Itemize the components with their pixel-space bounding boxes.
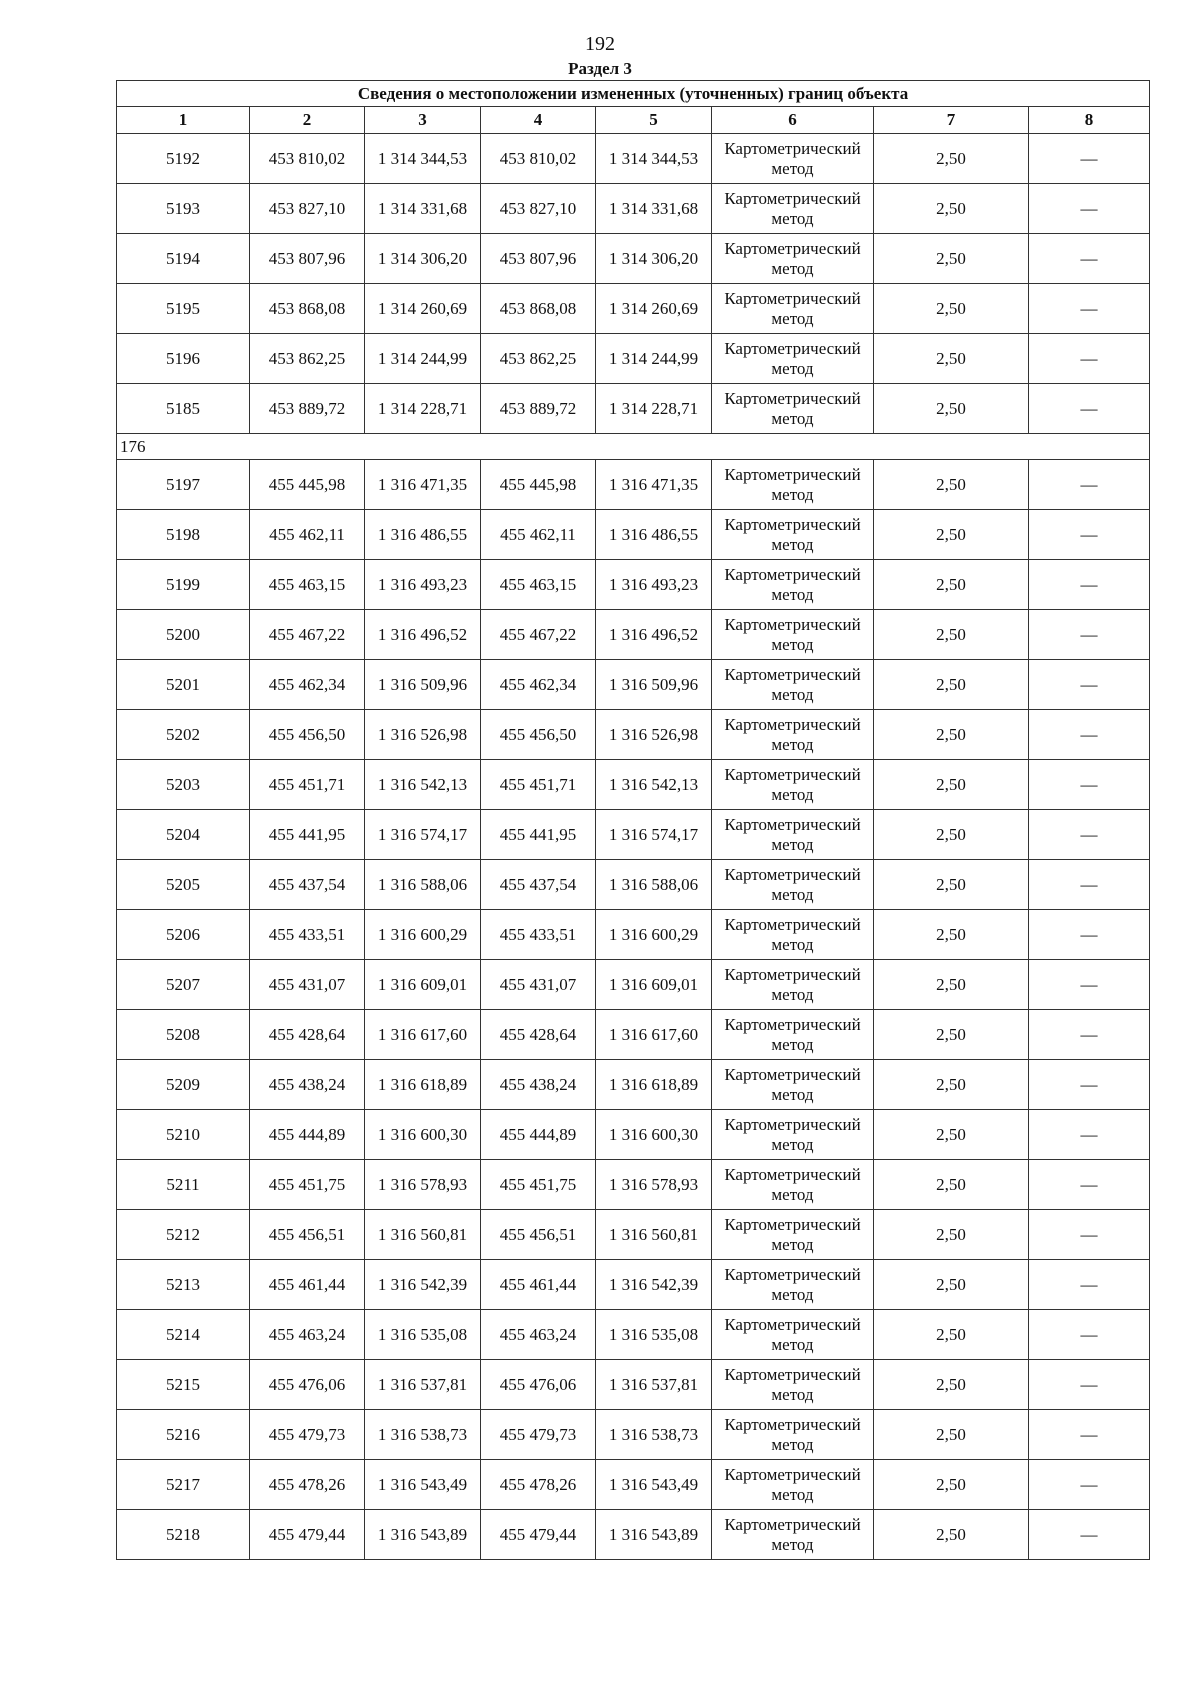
table-caption: Сведения о местоположении измененных (уточненных) границ объекта (117, 81, 1150, 107)
method-cell: Картометрический метод (712, 134, 874, 184)
description-cell: — (1029, 760, 1150, 810)
x-new-cell: 455 428,64 (481, 1010, 596, 1060)
method-cell: Картометрический метод (712, 284, 874, 334)
accuracy-cell: 2,50 (874, 1160, 1029, 1210)
y-new-cell: 1 314 344,53 (596, 134, 712, 184)
description-cell: — (1029, 184, 1150, 234)
y-existing-cell: 1 316 486,55 (365, 510, 481, 560)
accuracy-cell: 2,50 (874, 1510, 1029, 1560)
description-cell: — (1029, 610, 1150, 660)
accuracy-cell: 2,50 (874, 384, 1029, 434)
table-row (117, 710, 1150, 760)
x-existing-cell: 455 441,95 (250, 810, 365, 860)
point-number-cell: 5212 (117, 1210, 250, 1260)
x-existing-cell: 455 445,98 (250, 460, 365, 510)
y-new-cell: 1 316 560,81 (596, 1210, 712, 1260)
table-row (117, 1360, 1150, 1410)
y-existing-cell: 1 314 260,69 (365, 284, 481, 334)
column-number: 3 (365, 107, 481, 134)
y-existing-cell: 1 316 542,39 (365, 1260, 481, 1310)
y-new-cell: 1 316 526,98 (596, 710, 712, 760)
y-existing-cell: 1 314 244,99 (365, 334, 481, 384)
x-new-cell: 455 463,15 (481, 560, 596, 610)
x-new-cell: 455 478,26 (481, 1460, 596, 1510)
column-number: 7 (874, 107, 1029, 134)
point-number-cell: 5216 (117, 1410, 250, 1460)
table-row (117, 234, 1150, 284)
point-number-cell: 5200 (117, 610, 250, 660)
accuracy-cell: 2,50 (874, 1060, 1029, 1110)
x-new-cell: 455 461,44 (481, 1260, 596, 1310)
accuracy-cell: 2,50 (874, 1360, 1029, 1410)
column-number: 5 (596, 107, 712, 134)
description-cell: — (1029, 1410, 1150, 1460)
x-new-cell: 455 433,51 (481, 910, 596, 960)
x-new-cell: 455 456,50 (481, 710, 596, 760)
description-cell: — (1029, 1360, 1150, 1410)
y-new-cell: 1 316 618,89 (596, 1060, 712, 1110)
x-existing-cell: 455 456,50 (250, 710, 365, 760)
y-existing-cell: 1 314 331,68 (365, 184, 481, 234)
point-number-cell: 5210 (117, 1110, 250, 1160)
point-number-cell: 5211 (117, 1160, 250, 1210)
description-cell: — (1029, 384, 1150, 434)
y-existing-cell: 1 316 560,81 (365, 1210, 481, 1260)
table-row (117, 810, 1150, 860)
y-new-cell: 1 314 228,71 (596, 384, 712, 434)
accuracy-cell: 2,50 (874, 560, 1029, 610)
column-number: 4 (481, 107, 596, 134)
x-new-cell: 453 862,25 (481, 334, 596, 384)
x-existing-cell: 455 467,22 (250, 610, 365, 660)
y-new-cell: 1 316 538,73 (596, 1410, 712, 1460)
table-row (117, 460, 1150, 510)
x-existing-cell: 455 478,26 (250, 1460, 365, 1510)
table-row (117, 1060, 1150, 1110)
method-cell: Картометрический метод (712, 1260, 874, 1310)
y-existing-cell: 1 316 609,01 (365, 960, 481, 1010)
table-row (117, 1310, 1150, 1360)
table-row (117, 134, 1150, 184)
table-row (117, 860, 1150, 910)
x-existing-cell: 455 463,24 (250, 1310, 365, 1360)
y-new-cell: 1 316 509,96 (596, 660, 712, 710)
accuracy-cell: 2,50 (874, 284, 1029, 334)
table-row (117, 334, 1150, 384)
point-number-cell: 5198 (117, 510, 250, 560)
accuracy-cell: 2,50 (874, 1260, 1029, 1310)
description-cell: — (1029, 334, 1150, 384)
point-number-cell: 5206 (117, 910, 250, 960)
x-new-cell: 455 479,73 (481, 1410, 596, 1460)
x-existing-cell: 453 862,25 (250, 334, 365, 384)
accuracy-cell: 2,50 (874, 1310, 1029, 1360)
point-number-cell: 5209 (117, 1060, 250, 1110)
x-existing-cell: 455 437,54 (250, 860, 365, 910)
table-row (117, 610, 1150, 660)
table-row (117, 560, 1150, 610)
y-new-cell: 1 316 543,49 (596, 1460, 712, 1510)
accuracy-cell: 2,50 (874, 860, 1029, 910)
table-row (117, 384, 1150, 434)
x-new-cell: 455 438,24 (481, 1060, 596, 1110)
x-existing-cell: 455 431,07 (250, 960, 365, 1010)
y-existing-cell: 1 316 578,93 (365, 1160, 481, 1210)
x-existing-cell: 455 456,51 (250, 1210, 365, 1260)
method-cell: Картометрический метод (712, 460, 874, 510)
method-cell: Картометрический метод (712, 1160, 874, 1210)
description-cell: — (1029, 560, 1150, 610)
y-existing-cell: 1 316 537,81 (365, 1360, 481, 1410)
point-number-cell: 5213 (117, 1260, 250, 1310)
table-row (117, 910, 1150, 960)
y-existing-cell: 1 314 344,53 (365, 134, 481, 184)
accuracy-cell: 2,50 (874, 1410, 1029, 1460)
description-cell: — (1029, 284, 1150, 334)
x-existing-cell: 455 451,75 (250, 1160, 365, 1210)
description-cell: — (1029, 1010, 1150, 1060)
table-row (117, 760, 1150, 810)
description-cell: — (1029, 910, 1150, 960)
contour-group-row (117, 434, 1150, 460)
y-existing-cell: 1 316 496,52 (365, 610, 481, 660)
method-cell: Картометрический метод (712, 1060, 874, 1110)
y-existing-cell: 1 316 543,89 (365, 1510, 481, 1560)
method-cell: Картометрический метод (712, 1410, 874, 1460)
x-existing-cell: 455 444,89 (250, 1110, 365, 1160)
y-existing-cell: 1 316 526,98 (365, 710, 481, 760)
accuracy-cell: 2,50 (874, 710, 1029, 760)
point-number-cell: 5196 (117, 334, 250, 384)
method-cell: Картометрический метод (712, 1310, 874, 1360)
table-row (117, 184, 1150, 234)
accuracy-cell: 2,50 (874, 910, 1029, 960)
section-title: Раздел 3 (568, 59, 632, 78)
x-new-cell: 455 476,06 (481, 1360, 596, 1410)
accuracy-cell: 2,50 (874, 960, 1029, 1010)
y-new-cell: 1 316 542,13 (596, 760, 712, 810)
y-existing-cell: 1 314 228,71 (365, 384, 481, 434)
method-cell: Картометрический метод (712, 234, 874, 284)
y-new-cell: 1 314 244,99 (596, 334, 712, 384)
method-cell: Картометрический метод (712, 384, 874, 434)
accuracy-cell: 2,50 (874, 1210, 1029, 1260)
point-number-cell: 5205 (117, 860, 250, 910)
y-existing-cell: 1 316 600,30 (365, 1110, 481, 1160)
x-existing-cell: 455 476,06 (250, 1360, 365, 1410)
method-cell: Картометрический метод (712, 960, 874, 1010)
table-row (117, 1110, 1150, 1160)
y-existing-cell: 1 316 588,06 (365, 860, 481, 910)
accuracy-cell: 2,50 (874, 610, 1029, 660)
x-existing-cell: 453 868,08 (250, 284, 365, 334)
y-new-cell: 1 316 600,30 (596, 1110, 712, 1160)
x-new-cell: 455 444,89 (481, 1110, 596, 1160)
x-existing-cell: 455 462,11 (250, 510, 365, 560)
y-new-cell: 1 316 617,60 (596, 1010, 712, 1060)
x-new-cell: 455 441,95 (481, 810, 596, 860)
description-cell: — (1029, 710, 1150, 760)
x-existing-cell: 455 479,73 (250, 1410, 365, 1460)
y-new-cell: 1 314 260,69 (596, 284, 712, 334)
x-existing-cell: 455 461,44 (250, 1260, 365, 1310)
y-new-cell: 1 316 486,55 (596, 510, 712, 560)
x-new-cell: 453 807,96 (481, 234, 596, 284)
description-cell: — (1029, 134, 1150, 184)
description-cell: — (1029, 1060, 1150, 1110)
method-cell: Картометрический метод (712, 1510, 874, 1560)
y-new-cell: 1 316 471,35 (596, 460, 712, 510)
y-new-cell: 1 314 331,68 (596, 184, 712, 234)
method-cell: Картометрический метод (712, 660, 874, 710)
y-new-cell: 1 316 588,06 (596, 860, 712, 910)
point-number-cell: 5217 (117, 1460, 250, 1510)
column-number: 6 (712, 107, 874, 134)
y-existing-cell: 1 316 535,08 (365, 1310, 481, 1360)
accuracy-cell: 2,50 (874, 184, 1029, 234)
accuracy-cell: 2,50 (874, 510, 1029, 560)
point-number-cell: 5207 (117, 960, 250, 1010)
description-cell: — (1029, 460, 1150, 510)
description-cell: — (1029, 810, 1150, 860)
table-row (117, 960, 1150, 1010)
y-new-cell: 1 316 574,17 (596, 810, 712, 860)
table-row (117, 1510, 1150, 1560)
y-existing-cell: 1 314 306,20 (365, 234, 481, 284)
accuracy-cell: 2,50 (874, 810, 1029, 860)
x-new-cell: 455 451,71 (481, 760, 596, 810)
y-new-cell: 1 316 609,01 (596, 960, 712, 1010)
method-cell: Картометрический метод (712, 560, 874, 610)
column-number: 2 (250, 107, 365, 134)
x-existing-cell: 453 827,10 (250, 184, 365, 234)
x-new-cell: 455 479,44 (481, 1510, 596, 1560)
description-cell: — (1029, 860, 1150, 910)
point-number-cell: 5214 (117, 1310, 250, 1360)
x-new-cell: 455 462,11 (481, 510, 596, 560)
page-number: 192 (585, 33, 615, 55)
y-new-cell: 1 316 537,81 (596, 1360, 712, 1410)
table-row (117, 510, 1150, 560)
table-row (117, 1410, 1150, 1460)
description-cell: — (1029, 660, 1150, 710)
x-existing-cell: 455 433,51 (250, 910, 365, 960)
y-new-cell: 1 316 542,39 (596, 1260, 712, 1310)
y-existing-cell: 1 316 471,35 (365, 460, 481, 510)
point-number-cell: 5204 (117, 810, 250, 860)
y-existing-cell: 1 316 542,13 (365, 760, 481, 810)
x-existing-cell: 453 889,72 (250, 384, 365, 434)
x-new-cell: 455 445,98 (481, 460, 596, 510)
point-number-cell: 5194 (117, 234, 250, 284)
x-existing-cell: 455 463,15 (250, 560, 365, 610)
point-number-cell: 5197 (117, 460, 250, 510)
description-cell: — (1029, 1110, 1150, 1160)
x-new-cell: 455 437,54 (481, 860, 596, 910)
point-number-cell: 5202 (117, 710, 250, 760)
description-cell: — (1029, 1260, 1150, 1310)
y-existing-cell: 1 316 543,49 (365, 1460, 481, 1510)
table-row (117, 660, 1150, 710)
x-new-cell: 455 462,34 (481, 660, 596, 710)
accuracy-cell: 2,50 (874, 460, 1029, 510)
y-new-cell: 1 316 578,93 (596, 1160, 712, 1210)
accuracy-cell: 2,50 (874, 234, 1029, 284)
x-new-cell: 455 431,07 (481, 960, 596, 1010)
x-new-cell: 455 467,22 (481, 610, 596, 660)
x-existing-cell: 455 479,44 (250, 1510, 365, 1560)
point-number-cell: 5185 (117, 384, 250, 434)
x-new-cell: 453 889,72 (481, 384, 596, 434)
method-cell: Картометрический метод (712, 910, 874, 960)
description-cell: — (1029, 1310, 1150, 1360)
x-new-cell: 453 810,02 (481, 134, 596, 184)
x-existing-cell: 453 807,96 (250, 234, 365, 284)
method-cell: Картометрический метод (712, 1210, 874, 1260)
method-cell: Картометрический метод (712, 184, 874, 234)
point-number-cell: 5192 (117, 134, 250, 184)
x-existing-cell: 455 462,34 (250, 660, 365, 710)
x-existing-cell: 455 438,24 (250, 1060, 365, 1110)
table-row (117, 284, 1150, 334)
method-cell: Картометрический метод (712, 1010, 874, 1060)
table-row (117, 1260, 1150, 1310)
method-cell: Картометрический метод (712, 860, 874, 910)
y-existing-cell: 1 316 538,73 (365, 1410, 481, 1460)
point-number-cell: 5199 (117, 560, 250, 610)
y-existing-cell: 1 316 600,29 (365, 910, 481, 960)
description-cell: — (1029, 510, 1150, 560)
y-new-cell: 1 316 496,52 (596, 610, 712, 660)
point-number-cell: 5215 (117, 1360, 250, 1410)
table-row (117, 1160, 1150, 1210)
accuracy-cell: 2,50 (874, 1010, 1029, 1060)
method-cell: Картометрический метод (712, 760, 874, 810)
y-new-cell: 1 316 543,89 (596, 1510, 712, 1560)
x-new-cell: 455 456,51 (481, 1210, 596, 1260)
y-existing-cell: 1 316 493,23 (365, 560, 481, 610)
point-number-cell: 5203 (117, 760, 250, 810)
method-cell: Картометрический метод (712, 1460, 874, 1510)
method-cell: Картометрический метод (712, 610, 874, 660)
table-row (117, 1460, 1150, 1510)
accuracy-cell: 2,50 (874, 760, 1029, 810)
description-cell: — (1029, 1510, 1150, 1560)
description-cell: — (1029, 234, 1150, 284)
y-new-cell: 1 316 600,29 (596, 910, 712, 960)
point-number-cell: 5218 (117, 1510, 250, 1560)
y-new-cell: 1 316 493,23 (596, 560, 712, 610)
y-new-cell: 1 316 535,08 (596, 1310, 712, 1360)
method-cell: Картометрический метод (712, 1360, 874, 1410)
method-cell: Картометрический метод (712, 510, 874, 560)
method-cell: Картометрический метод (712, 810, 874, 860)
x-new-cell: 455 463,24 (481, 1310, 596, 1360)
column-number: 8 (1029, 107, 1150, 134)
description-cell: — (1029, 1160, 1150, 1210)
method-cell: Картометрический метод (712, 334, 874, 384)
y-existing-cell: 1 316 509,96 (365, 660, 481, 710)
table-body (117, 134, 1150, 1560)
accuracy-cell: 2,50 (874, 660, 1029, 710)
y-existing-cell: 1 316 574,17 (365, 810, 481, 860)
table-row (117, 1210, 1150, 1260)
point-number-cell: 5193 (117, 184, 250, 234)
accuracy-cell: 2,50 (874, 334, 1029, 384)
description-cell: — (1029, 960, 1150, 1010)
contour-number: 176 (117, 434, 1150, 460)
point-number-cell: 5208 (117, 1010, 250, 1060)
x-existing-cell: 455 428,64 (250, 1010, 365, 1060)
point-number-cell: 5201 (117, 660, 250, 710)
description-cell: — (1029, 1210, 1150, 1260)
column-number-row (117, 107, 1150, 134)
x-new-cell: 453 868,08 (481, 284, 596, 334)
point-number-cell: 5195 (117, 284, 250, 334)
accuracy-cell: 2,50 (874, 134, 1029, 184)
accuracy-cell: 2,50 (874, 1460, 1029, 1510)
x-existing-cell: 453 810,02 (250, 134, 365, 184)
table-row (117, 1010, 1150, 1060)
boundary-coordinates-table (116, 80, 1150, 1560)
description-cell: — (1029, 1460, 1150, 1510)
y-existing-cell: 1 316 618,89 (365, 1060, 481, 1110)
y-existing-cell: 1 316 617,60 (365, 1010, 481, 1060)
x-new-cell: 453 827,10 (481, 184, 596, 234)
y-new-cell: 1 314 306,20 (596, 234, 712, 284)
x-existing-cell: 455 451,71 (250, 760, 365, 810)
method-cell: Картометрический метод (712, 710, 874, 760)
method-cell: Картометрический метод (712, 1110, 874, 1160)
x-new-cell: 455 451,75 (481, 1160, 596, 1210)
accuracy-cell: 2,50 (874, 1110, 1029, 1160)
column-number: 1 (117, 107, 250, 134)
